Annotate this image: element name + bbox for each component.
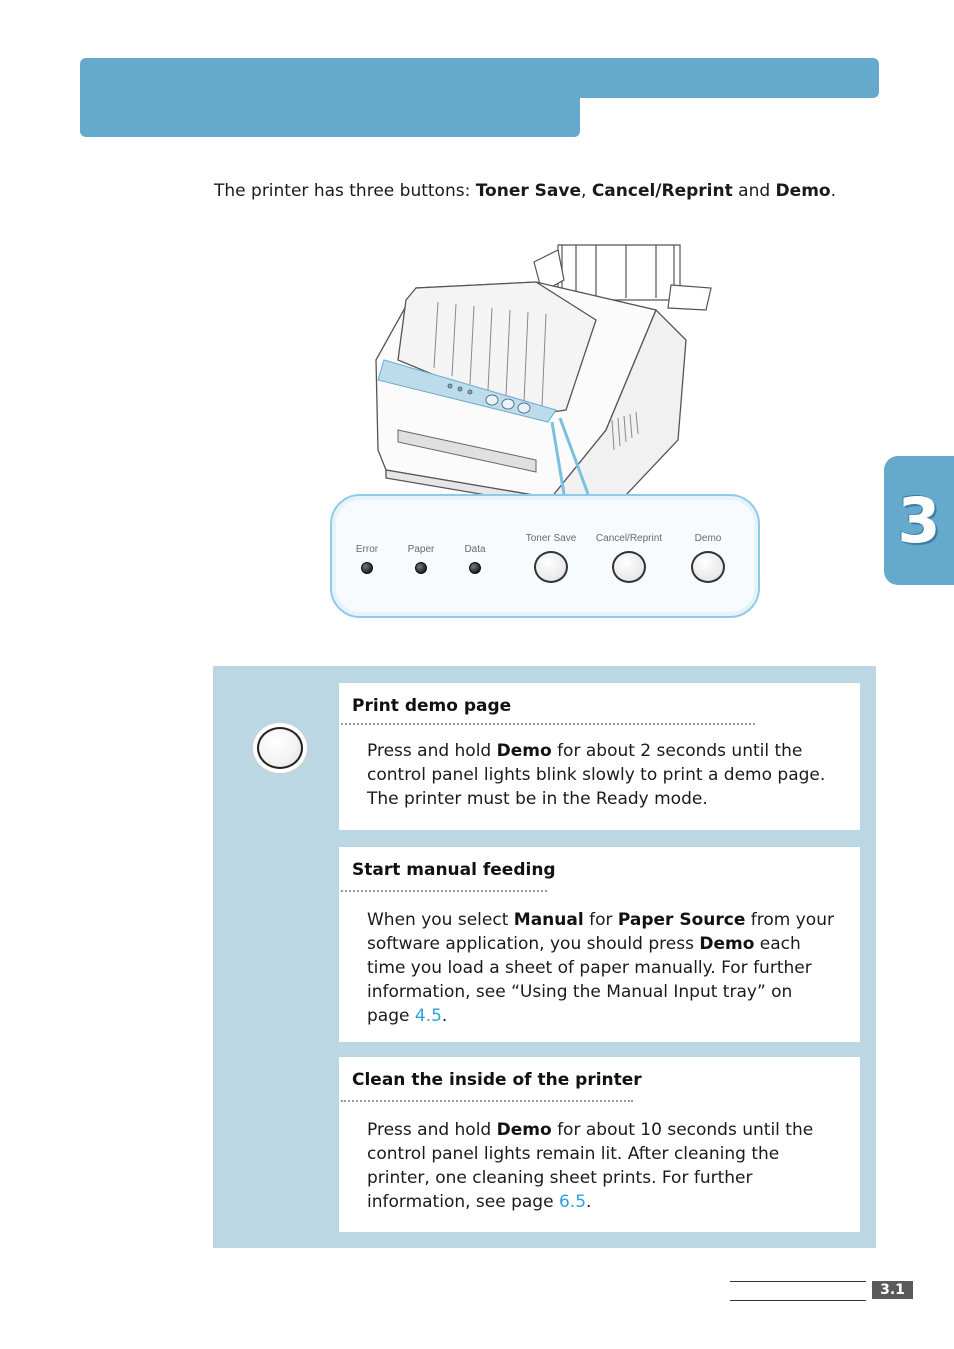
intro-prefix: The printer has three buttons:	[214, 181, 476, 201]
panel-button-label: Cancel/Reprint	[595, 533, 663, 544]
intro-separator: and	[732, 181, 776, 201]
panel-led-label: Error	[355, 544, 379, 555]
header-banner-tab	[80, 90, 580, 137]
paper-led	[415, 562, 427, 574]
body-text-run: .	[441, 1006, 448, 1026]
body-text-run: for	[583, 910, 618, 930]
panel-button-label: Demo	[694, 533, 722, 544]
bold-term: Demo	[496, 741, 552, 761]
intro-button-cancel-reprint: Cancel/Reprint	[591, 181, 733, 201]
bold-term: Demo	[699, 934, 755, 954]
page-reference-link[interactable]: 6.5	[558, 1192, 587, 1212]
card-title: Start manual feeding	[352, 860, 556, 880]
body-text-run: for about 2 seconds until the control panel lights blink slowly to print a demo page. The printer must be in the Ready mode.	[367, 741, 826, 809]
demo-button-diagram	[691, 551, 725, 583]
bold-term: Demo	[496, 1120, 552, 1140]
intro-button-demo: Demo	[775, 181, 831, 201]
body-text-run: When you select	[367, 910, 514, 930]
body-text-run: .	[586, 1192, 592, 1212]
panel-led-label: Paper	[407, 544, 435, 555]
panel-button-label: Toner Save	[525, 533, 577, 544]
body-text-run: from your software application, you should press	[367, 910, 834, 954]
dotted-divider	[341, 723, 755, 725]
intro-button-toner-save: Toner Save	[475, 181, 581, 201]
panel-led-label: Data	[464, 544, 486, 555]
footer-rule	[730, 1281, 866, 1301]
card-body	[367, 908, 837, 1028]
body-text-run: Press and hold	[367, 1120, 497, 1140]
page-reference-link[interactable]: 4.5	[414, 1006, 442, 1026]
body-text-run: for about 10 seconds until the control panel lights remain lit. After cleaning the printer, one cleaning sheet prints. For further information, see page	[367, 1120, 814, 1212]
chapter-number: 3	[897, 484, 939, 557]
bold-term: Manual	[513, 910, 584, 930]
intro-text	[214, 178, 836, 204]
error-led	[361, 562, 373, 574]
card-clean-inside-printer	[339, 1057, 860, 1232]
card-title: Clean the inside of the printer	[352, 1070, 642, 1090]
toner-save-button-diagram	[534, 551, 568, 583]
intro-separator: ,	[581, 181, 592, 201]
bold-term: Paper Source	[617, 910, 746, 930]
card-print-demo-page	[339, 683, 860, 830]
card-title: Print demo page	[352, 696, 512, 716]
body-text-run: Press and hold	[367, 741, 497, 761]
chapter-tab	[884, 456, 954, 585]
intro-suffix: .	[830, 181, 836, 201]
body-text-run: each time you load a sheet of paper manually. For further information, see “Using the Manual Input tray” on page	[367, 934, 812, 1026]
cancel-reprint-button-diagram	[612, 551, 646, 583]
page-number: 3.1	[872, 1281, 913, 1299]
card-start-manual-feeding	[339, 847, 860, 1042]
card-body	[367, 739, 837, 811]
data-led	[469, 562, 481, 574]
dotted-divider	[341, 1100, 633, 1102]
demo-button-icon	[253, 723, 307, 773]
card-body	[367, 1118, 837, 1214]
dotted-divider	[341, 890, 547, 892]
demo-button-icon-face	[257, 727, 303, 769]
